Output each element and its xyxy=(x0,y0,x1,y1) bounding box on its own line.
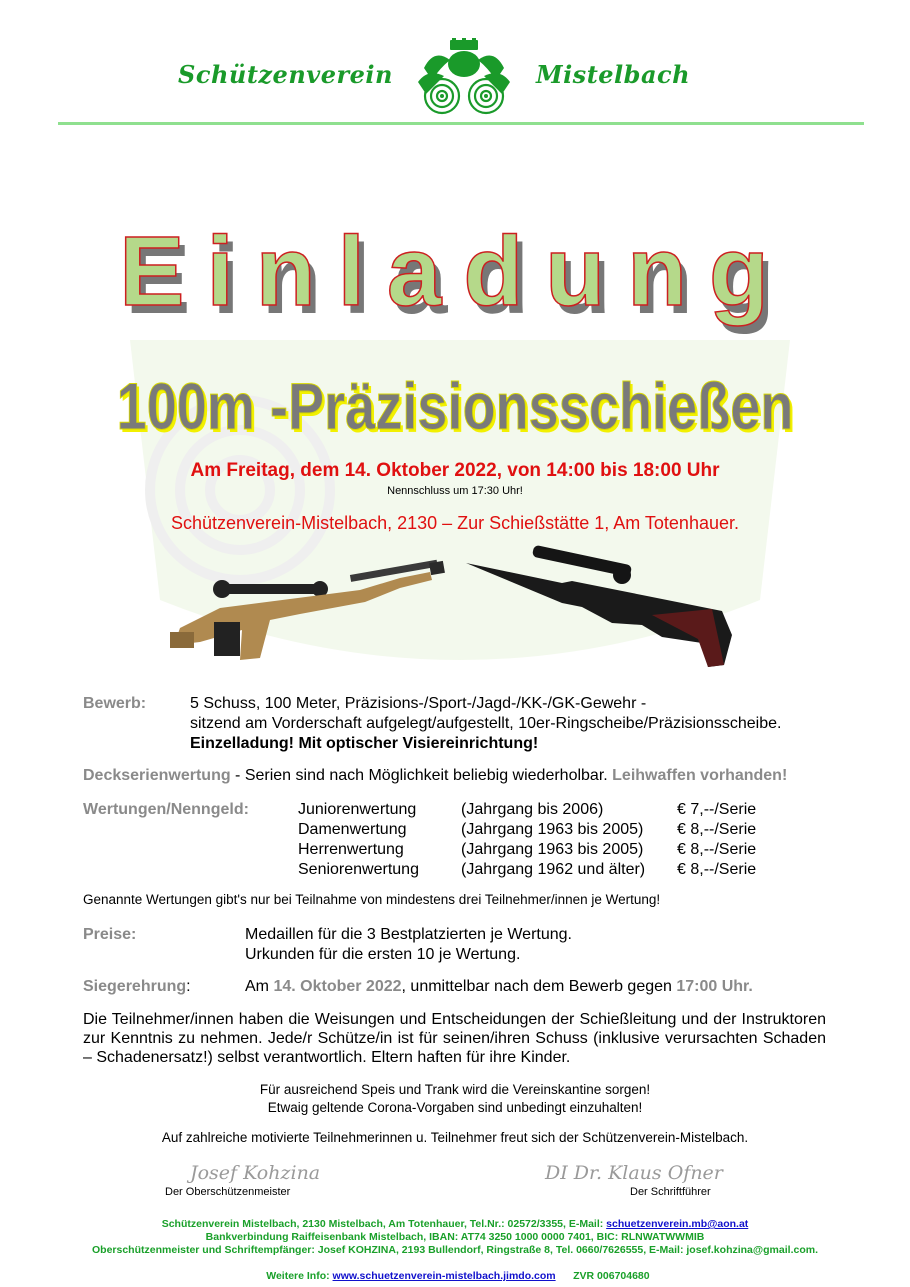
invitation-title: Einladung xyxy=(119,216,791,326)
preise-line-2: Urkunden für die ersten 10 je Wertung. xyxy=(245,946,521,963)
footer-website-link[interactable]: www.schuetzenverein-mistelbach.jimdo.com xyxy=(332,1270,556,1282)
footer-line-3: Oberschützenmeister und Schriftempfänger: Josef KOHZINA, 2193 Bullendorf, Ringstraße 8, Tel. 0660/7626555, E-Mail: josef.kohzina@gmail.com. xyxy=(92,1244,818,1256)
wertung-row: Damenwertung xyxy=(298,821,407,838)
footer-line-2: Bankverbindung Raiffeisenbank Mistelbach, IBAN: AT74 3250 1000 0000 7401, BIC: RLNWATWWMIB xyxy=(205,1231,705,1243)
preise-line-1: Medaillen für die 3 Bestplatzierten je Wertung. xyxy=(245,926,572,943)
club-name-left: Schützenverein xyxy=(178,60,393,89)
siegerehrung-label-line xyxy=(83,977,191,996)
wertung-years: (Jahrgang 1962 und älter) xyxy=(461,861,646,878)
siegerehrung-am: Am xyxy=(245,978,274,995)
bewerb-line-2: sitzend am Vorderschaft aufgelegt/aufgestellt, 10er-Ringscheibe/Präzisionsscheibe. xyxy=(190,715,782,732)
deckserien-line xyxy=(83,766,787,785)
footer-zvr: ZVR 006704680 xyxy=(555,1270,650,1282)
bewerb-line-1: 5 Schuss, 100 Meter, Präzisions-/Sport-/Jagd-/KK-/GK-Gewehr - xyxy=(190,695,647,712)
event-date: Am Freitag, dem 14. Oktober 2022, von 14:00 bis 18:00 Uhr xyxy=(190,460,720,481)
header-divider xyxy=(58,122,864,125)
leihwaffen-note: Leihwaffen vorhanden! xyxy=(612,767,788,784)
rules-paragraph: Die Teilnehmer/innen haben die Weisungen und Entscheidungen der Schießleitung und der Instruktoren zur Kenntnis zu nehmen. Jede/r Schütze/in ist für seinen/ihren Schuss (inklusive verursachten Schaden – Schadenersatz!) selbst verantwortlich. Eltern haften für ihre Kinder. xyxy=(83,1011,826,1066)
wertung-price: € 7,--/Serie xyxy=(677,801,757,818)
entry-deadline: Nennschluss um 17:30 Uhr! xyxy=(387,485,523,497)
footer-line-4 xyxy=(0,1257,910,1283)
siegerehrung-date: 14. Oktober 2022 xyxy=(273,978,402,995)
signature-left-title: Der Oberschützenmeister xyxy=(165,1186,291,1198)
footer-info-label: Weitere Info: xyxy=(266,1270,333,1282)
footer-email-link[interactable]: schuetzenverein.mb@aon.at xyxy=(606,1218,749,1230)
wertung-price: € 8,--/Serie xyxy=(677,861,757,878)
siegerehrung-time: 17:00 Uhr xyxy=(676,978,749,995)
siegerehrung-label: Siegerehrung xyxy=(83,978,187,995)
siegerehrung-colon: : xyxy=(186,978,191,995)
deckserien-text: - Serien sind nach Möglichkeit beliebig wiederholbar. xyxy=(230,767,613,784)
footer-line-1 xyxy=(0,1218,910,1231)
wertung-row: Seniorenwertung xyxy=(298,861,419,878)
siegerehrung-text xyxy=(245,977,753,996)
sniper-rifle-image xyxy=(160,550,450,675)
bewerb-line-3: Einzelladung! Mit optischer Visiereinrichtung! xyxy=(190,735,539,752)
wertung-row: Juniorenwertung xyxy=(298,801,417,818)
event-venue: Schützenverein-Mistelbach, 2130 – Zur Schießstätte 1, Am Totenhauer. xyxy=(171,513,739,533)
deckserien-label: Deckserienwertung xyxy=(83,767,231,784)
wertungen-label: Wertungen/Nenngeld: xyxy=(83,801,249,818)
closing-line: Auf zahlreiche motivierte Teilnehmerinnen u. Teilnehmer freut sich der Schützenverein-Mistelbach. xyxy=(161,1130,749,1145)
bewerb-label: Bewerb: xyxy=(83,695,147,712)
siegerehrung-mid: , unmittelbar nach dem Bewerb gegen xyxy=(401,978,677,995)
footer-address: Schützenverein Mistelbach, 2130 Mistelbach, Am Totenhauer, Tel.Nr.: 02572/3355, E-Mail: xyxy=(161,1218,607,1230)
kantine-line-2: Etwaig geltende Corona-Vorgaben sind unbedingt einzuhalten! xyxy=(267,1100,643,1115)
wertung-price: € 8,--/Serie xyxy=(677,841,757,858)
wertung-price: € 8,--/Serie xyxy=(677,821,757,838)
club-emblem-icon xyxy=(414,38,514,116)
hunting-rifle-image xyxy=(462,545,744,675)
wertung-years: (Jahrgang 1963 bis 2005) xyxy=(461,841,644,858)
signature-left: Josef Kohzina xyxy=(190,1162,321,1184)
preise-label: Preise: xyxy=(83,926,137,943)
club-name-right: Mistelbach xyxy=(536,60,691,89)
wertungen-note: Genannte Wertungen gibt's nur bei Teilnahme von mindestens drei Teilnehmer/innen je Wertung! xyxy=(83,892,661,907)
wertung-years: (Jahrgang bis 2006) xyxy=(461,801,604,818)
wertung-row: Herrenwertung xyxy=(298,841,404,858)
kantine-line-1: Für ausreichend Speis und Trank wird die Vereinskantine sorgen! xyxy=(259,1082,651,1097)
event-subtitle: 100m -Präzisionsschießen xyxy=(116,369,794,443)
signature-right-title: Der Schriftführer xyxy=(630,1186,711,1198)
wertung-years: (Jahrgang 1963 bis 2005) xyxy=(461,821,644,838)
signature-right: DI Dr. Klaus Ofner xyxy=(545,1162,723,1184)
siegerehrung-dot: . xyxy=(748,978,753,995)
